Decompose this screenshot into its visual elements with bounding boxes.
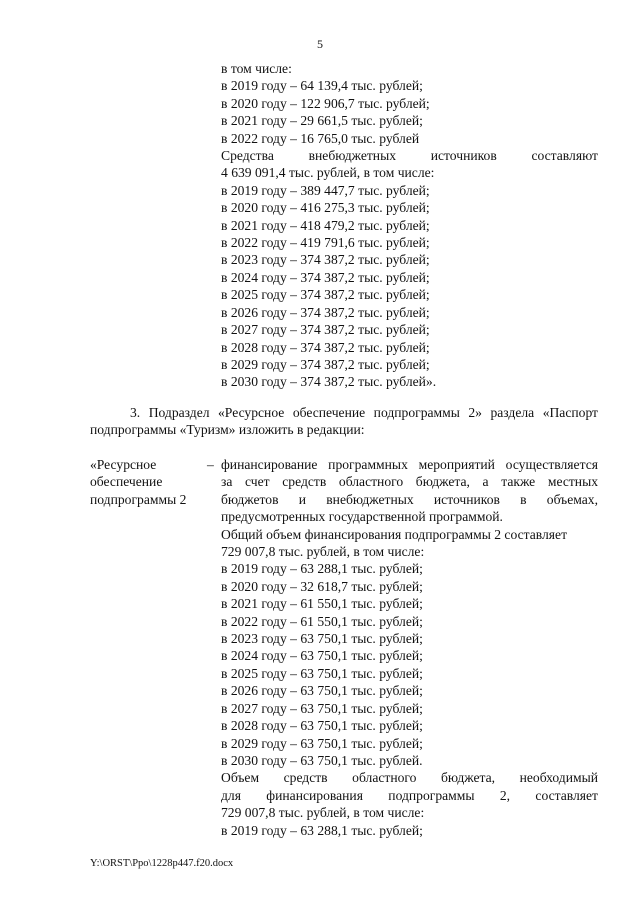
text-line: Общий объем финансирования подпрограммы 2 составляет [221,526,568,542]
text-line: в 2030 году – 63 750,1 тыс. рублей. [221,752,423,768]
text-line: в 2028 году – 63 750,1 тыс. рублей; [221,718,423,734]
page-number: 5 [317,37,323,51]
text-line: в 2019 году – 63 288,1 тыс. рублей; [221,822,423,838]
text-line: в 2022 году – 61 550,1 тыс. рублей; [221,613,423,629]
text-line: в 2021 году – 418 479,2 тыс. рублей; [221,217,430,233]
text-line: финансирование программных мероприятий осуществляется [221,457,598,472]
text-line: предусмотренных государственной программой. [221,509,503,525]
text-line: в 2024 году – 63 750,1 тыс. рублей; [221,648,423,664]
top-funding-block [221,60,598,391]
text-line: в 2029 году – 374 387,2 тыс. рублей; [221,356,430,372]
text-line: в 2019 году – 64 139,4 тыс. рублей; [221,78,423,94]
resource-content-block [221,456,598,839]
resource-label [90,456,210,508]
text-line: в 2028 году – 374 387,2 тыс. рублей; [221,339,430,355]
text-line: в 2023 году – 374 387,2 тыс. рублей; [221,252,430,268]
text-line: в 2019 году – 63 288,1 тыс. рублей; [221,561,423,577]
text-line: подпрограммы 2 [90,491,187,507]
text-line: в 2023 году – 63 750,1 тыс. рублей; [221,631,423,647]
text-line: в 2024 году – 374 387,2 тыс. рублей; [221,269,430,285]
text-line: подпрограммы «Туризм» изложить в редакции: [90,422,365,438]
text-line: в 2020 году – 122 906,7 тыс. рублей; [221,95,430,111]
text-line: в 2027 году – 374 387,2 тыс. рублей; [221,322,430,338]
text-line: в 2025 году – 374 387,2 тыс. рублей; [221,287,430,303]
text-line: 729 007,8 тыс. рублей, в том числе: [221,805,425,821]
text-line: в 2020 году – 32 618,7 тыс. рублей; [221,578,423,594]
text-line: обеспечение [90,474,163,490]
file-path-footer: Y:\ORST\Ppo\1228p447.f20.docx [90,858,234,869]
text-line: в 2022 году – 16 765,0 тыс. рублей [221,130,420,146]
text-line: в 2030 году – 374 387,2 тыс. рублей». [221,374,437,390]
paragraph-3 [90,404,598,439]
text-line: в 2021 году – 61 550,1 тыс. рублей; [221,596,423,612]
text-line: в 2020 году – 416 275,3 тыс. рублей; [221,200,430,216]
text-line: бюджетов и внебюджетных источников в объемах, [221,491,598,507]
text-line: в 2029 году – 63 750,1 тыс. рублей; [221,735,423,751]
text-line: 4 639 091,4 тыс. рублей, в том числе: [221,165,435,181]
text-line: в 2019 году – 389 447,7 тыс. рублей; [221,182,430,198]
text-line: в 2026 году – 63 750,1 тыс. рублей; [221,683,423,699]
text-line: в 2025 году – 63 750,1 тыс. рублей; [221,665,423,681]
label-dash: – [207,457,214,472]
text-line: 3. Подраздел «Ресурсное обеспечение подпрограммы 2» раздела «Паспорт [130,405,598,420]
text-line: 729 007,8 тыс. рублей, в том числе: [221,544,425,560]
text-line: в 2022 году – 419 791,6 тыс. рублей; [221,235,430,251]
text-line: в том числе: [221,61,292,76]
text-line: Средства внебюджетных источников составляют [221,148,598,164]
text-line: за счет средств областного бюджета, а также местных [221,474,598,490]
text-line: для финансирования подпрограммы 2, составляет [221,787,598,803]
text-line: в 2026 году – 374 387,2 тыс. рублей; [221,304,430,320]
text-line: в 2021 году – 29 661,5 тыс. рублей; [221,113,423,129]
text-line: Объем средств областного бюджета, необходимый [221,770,598,786]
text-line: «Ресурсное [90,457,157,472]
text-line: в 2027 году – 63 750,1 тыс. рублей; [221,700,423,716]
